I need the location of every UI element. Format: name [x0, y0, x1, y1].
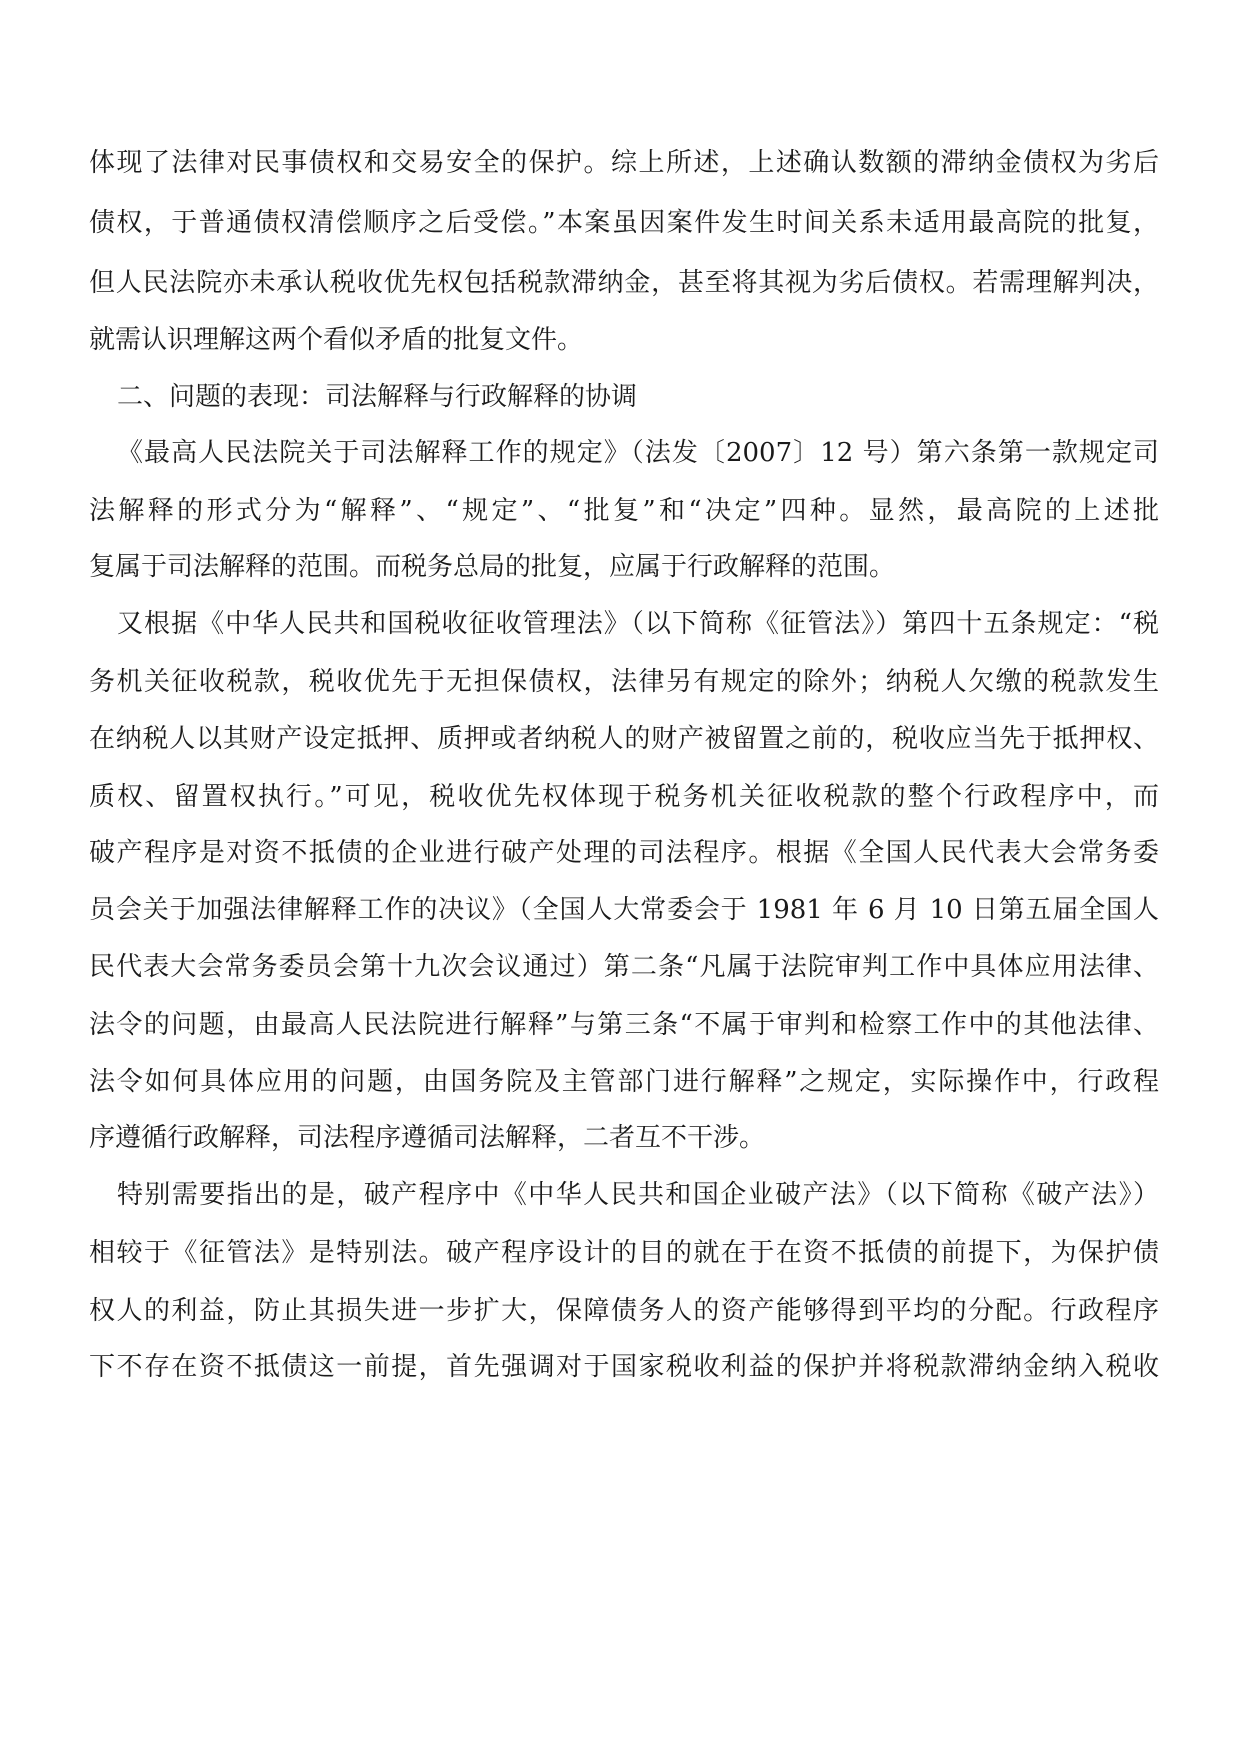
text-line: 民代表大会常务委员会第十九次会议通过）第二条“凡属于法院审判工作中具体应用法律、 [89, 952, 1159, 982]
text-line: 但人民法院亦未承认税收优先权包括税款滞纳金，甚至将其视为劣后债权。若需理解判决， [89, 268, 1159, 298]
text-line: 员会关于加强法律解释工作的决议》（全国人大常委会于 1981 年 6 月 10 日第五届全国人 [89, 895, 1159, 925]
text-line: 权人的利益，防止其损失进一步扩大，保障债务人的资产能够得到平均的分配。行政程序 [89, 1296, 1159, 1326]
text-line: 破产程序是对资不抵债的企业进行破产处理的司法程序。根据《全国人民代表大会常务委 [89, 838, 1159, 868]
text-line: 《最高人民法院关于司法解释工作的规定》（法发〔2007〕12 号）第六条第一款规定司 [117, 438, 1159, 468]
text-line: 法令如何具体应用的问题，由国务院及主管部门进行解释”之规定，实际操作中，行政程 [89, 1067, 1159, 1097]
text-line: 特别需要指出的是，破产程序中《中华人民共和国企业破产法》（以下简称《破产法》） [117, 1180, 1159, 1210]
text-line: 复属于司法解释的范围。而税务总局的批复，应属于行政解释的范围。 [89, 552, 896, 582]
text-line: 下不存在资不抵债这一前提，首先强调对于国家税收利益的保护并将税款滞纳金纳入税收 [89, 1352, 1159, 1382]
text-line: 体现了法律对民事债权和交易安全的保护。综上所述，上述确认数额的滞纳金债权为劣后 [89, 148, 1159, 178]
text-line: 相较于《征管法》是特别法。破产程序设计的目的就在于在资不抵债的前提下，为保护债 [89, 1238, 1159, 1268]
text-line: 法令的问题，由最高人民法院进行解释”与第三条“不属于审判和检察工作中的其他法律、 [89, 1010, 1159, 1040]
text-line: 序遵循行政解释，司法程序遵循司法解释，二者互不干涉。 [89, 1123, 766, 1153]
text-line: 质权、留置权执行。”可见，税收优先权体现于税务机关征收税款的整个行政程序中，而 [89, 782, 1159, 812]
text-line: 法解释的形式分为“解释”、“规定”、“批复”和“决定”四种。显然，最高院的上述批 [89, 496, 1159, 526]
text-line: 债权，于普通债权清偿顺序之后受偿。”本案虽因案件发生时间关系未适用最高院的批复， [89, 208, 1159, 238]
text-line: 务机关征收税款，税收优先于无担保债权，法律另有规定的除外；纳税人欠缴的税款发生 [89, 667, 1159, 697]
text-line: 又根据《中华人民共和国税收征收管理法》（以下简称《征管法》）第四十五条规定：“税 [117, 609, 1159, 639]
section-heading: 二、问题的表现：司法解释与行政解释的协调 [117, 382, 638, 412]
text-line: 就需认识理解这两个看似矛盾的批复文件。 [89, 325, 584, 355]
text-line: 在纳税人以其财产设定抵押、质押或者纳税人的财产被留置之前的，税收应当先于抵押权、 [89, 724, 1159, 754]
